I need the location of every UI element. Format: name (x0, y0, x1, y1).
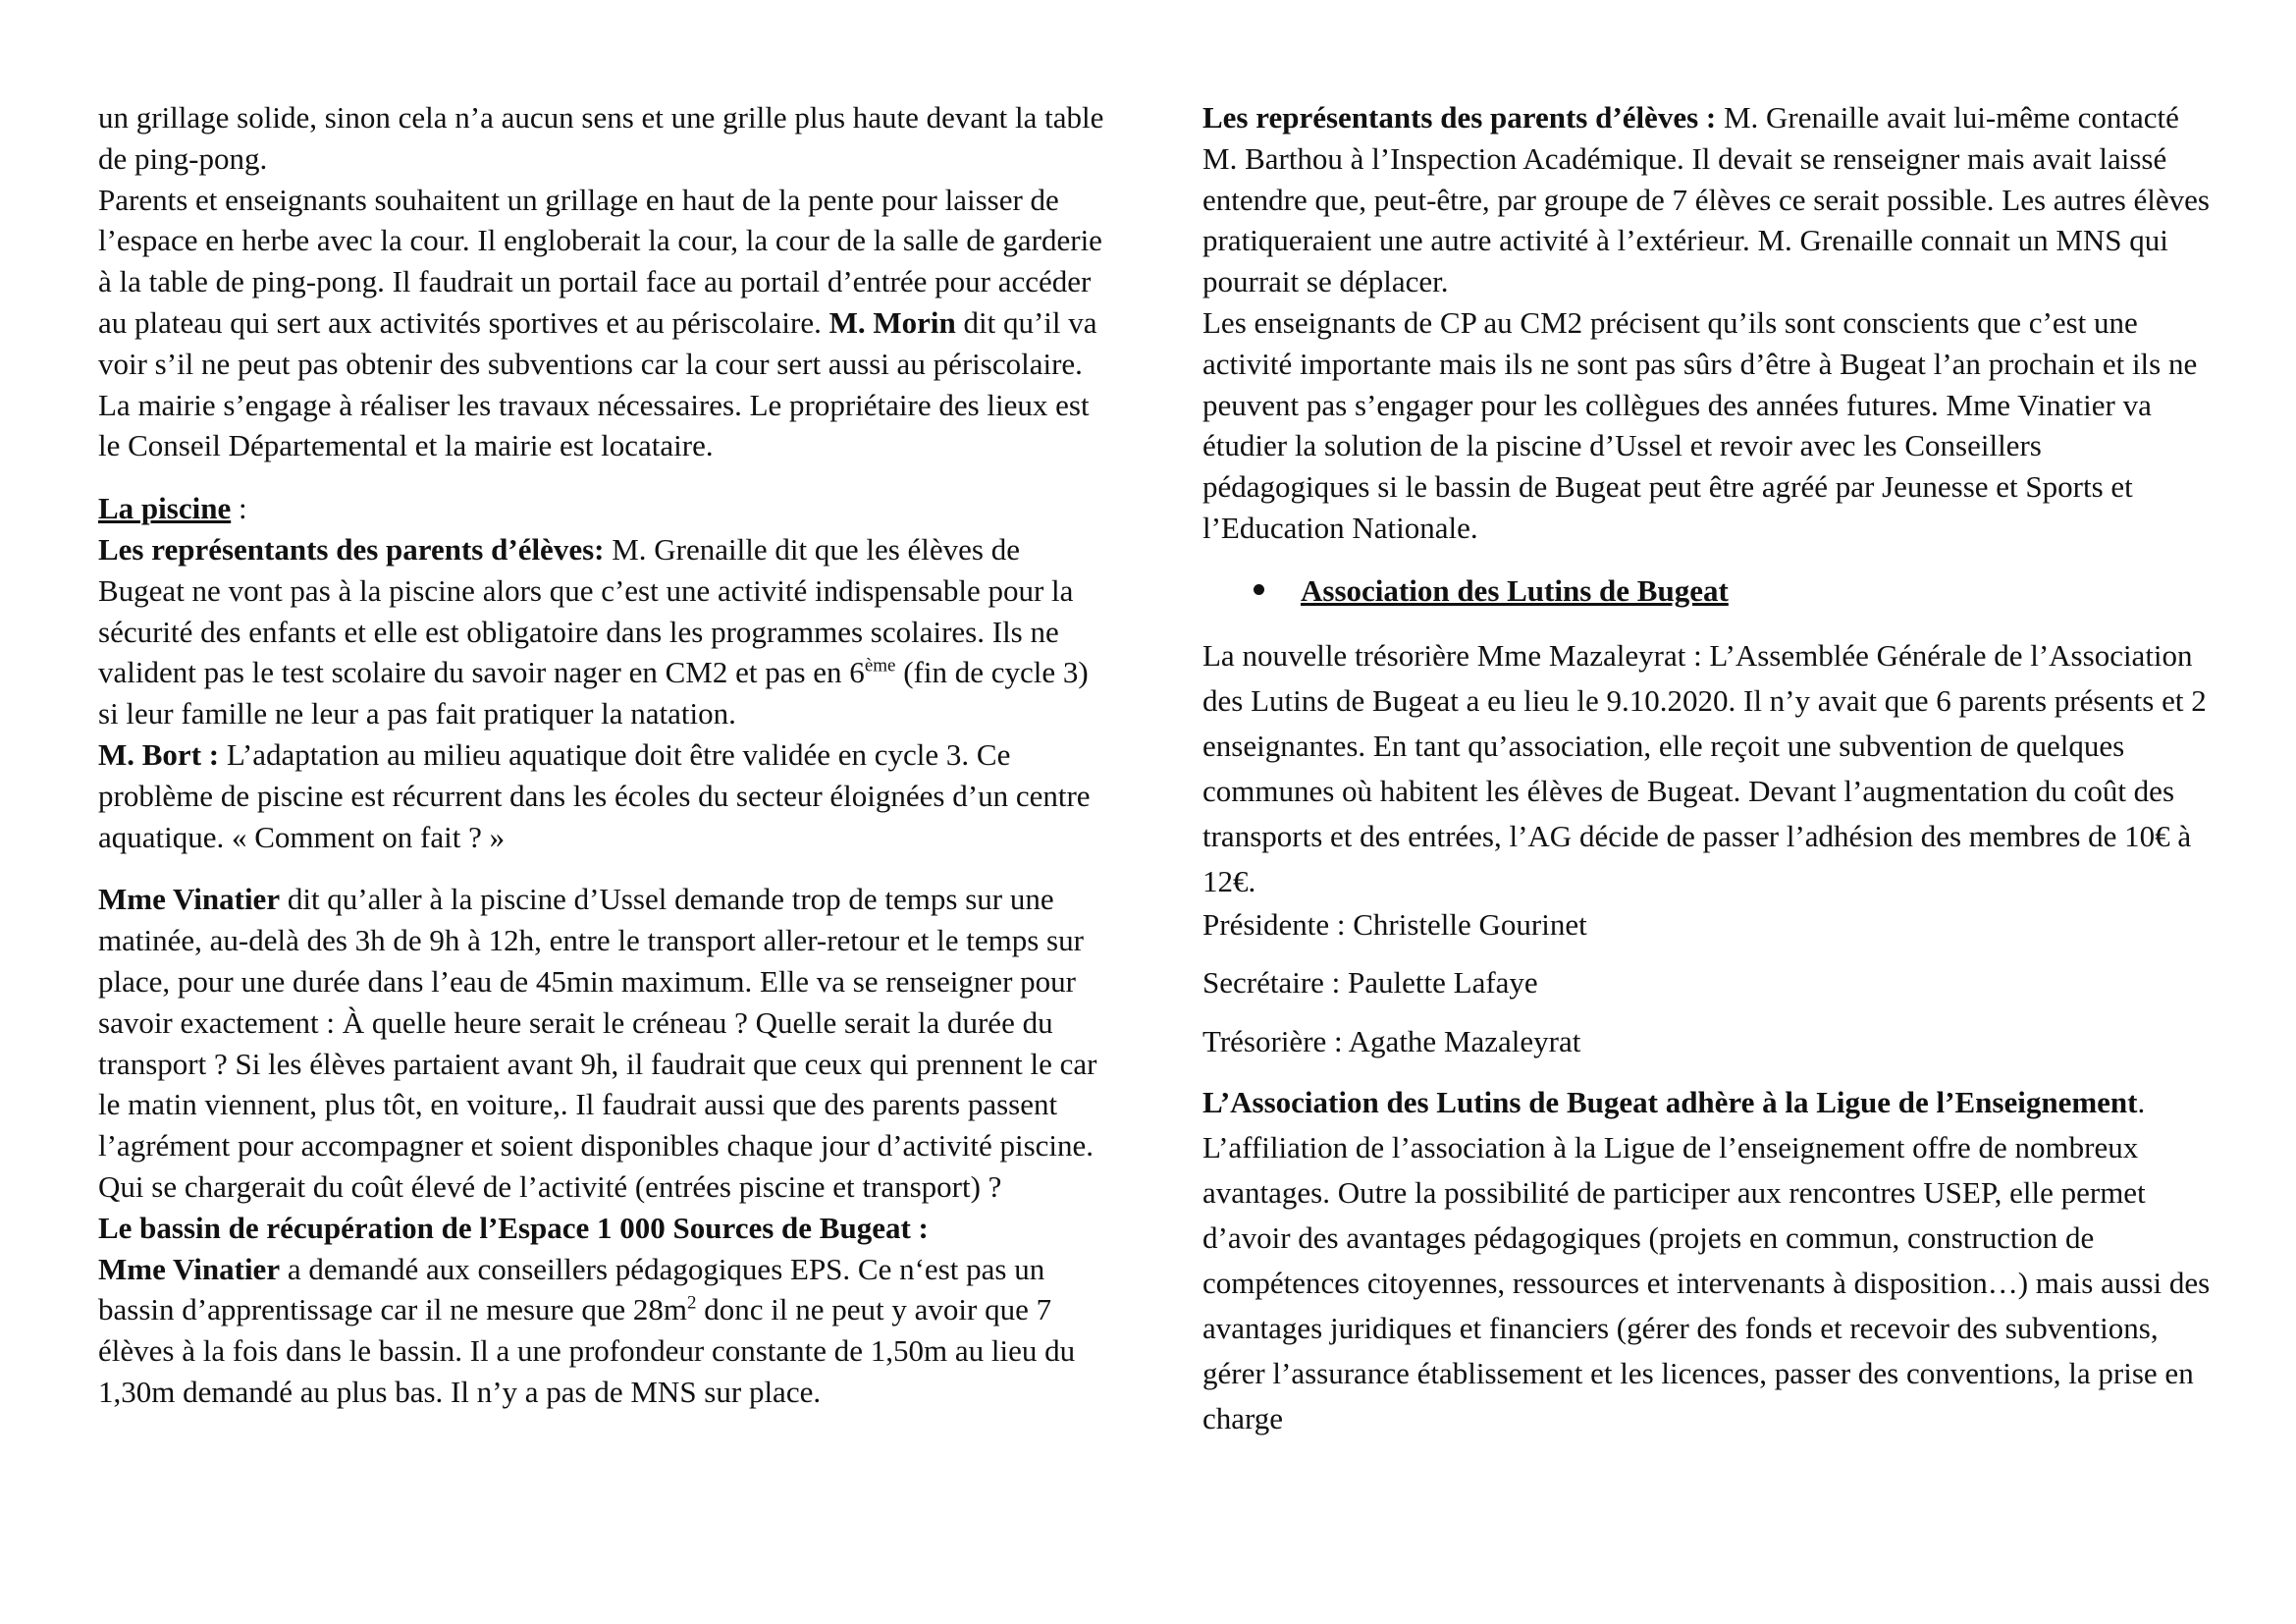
paragraph-text: . L’affiliation de l’association à la Ligue de l’enseignement offre de nombreux avantages. Outre la possibilité de participer aux rencontres USEP, elle permet d’avoir des avantages pédagogiques (projets en commun, construction de compétences citoyennes, ressources et intervenants à disposition…) mais aussi des avantages juridiques et financiers (gérer des fonds et recevoir des subventions, gérer l’assurance établissement et les licences, passer des conventions, la prise en charge (1202, 1084, 2211, 1435)
paragraph-text: M. Grenaille avait lui-même contacté M. Barthou à l’Inspection Académique. Il devait se renseigner mais avait laissé entendre que, peut-être, par groupe de 7 élèves ce serait possible. Les autres élèves pratiqueraient une autre activité à l’extérieur. M. Grenaille connait un MNS qui pourrait se déplacer. (1202, 100, 2210, 299)
paragraph-text: (fin de cycle 3) si leur famille ne leur a pas fait pratiquer la natation. (98, 655, 1089, 731)
paragraph-bassin (98, 1249, 1109, 1413)
paragraph-text: dit qu’il va voir s’il ne peut pas obtenir des subventions car la cour sert aussi au périscolaire. (98, 304, 1097, 381)
line-secretaire: Secrétaire : Paulette Lafaye (1202, 965, 1538, 1001)
speaker-representants: Les représentants des parents d’élèves: (98, 531, 605, 567)
paragraph-text: Parents et enseignants souhaitent un grillage en haut de la pente pour laisser de l’espace en herbe avec la cour. Il engloberait la cour, la cour de la salle de garderie à la table de ping-pong. Il faudrait un portail face au portail d’entrée pour accéder au plateau qui sert aux activités sportives et au périscolaire. (98, 182, 1102, 340)
paragraph-text: donc il ne peut y avoir que 7 élèves à la fois dans le bassin. Il a une profondeur constante de 1,50m au lieu du 1,30m demandé au plus bas. Il n’y a pas de MNS sur place. (98, 1292, 1076, 1409)
speaker-vinatier: Mme Vinatier (98, 1251, 281, 1286)
heading-bassin: Le bassin de récupération de l’Espace 1 000 Sources de Bugeat : (98, 1210, 929, 1245)
section-heading-bassin (98, 1208, 1109, 1249)
paragraph-assemblee: La nouvelle trésorière Mme Mazaleyrat : L’Assemblée Générale de l’Association des Lutins de Bugeat a eu lieu le 9.10.2020. Il n’y avait que 6 parents présents et 2 enseignantes. En tant qu’association, elle reçoit une subvention de quelques communes où habitent les élèves de Bugeat. Devant l’augmentation du coût des transports et des entrées, l’AG décide de passer l’adhésion des membres de 10€ à 12€. (1202, 637, 2207, 898)
paragraph-parents-enseignants (98, 180, 1109, 385)
paragraph-text: M. Grenaille dit que les élèves de Bugeat ne vont pas à la piscine alors que c’est une activité indispensable pour la sécurité des enfants et elle est obligatoire dans les programmes scolaires. Ils ne valident pas le test scolaire du savoir nager en CM2 et pas en 6 (98, 531, 1074, 690)
superscript-2: 2 (687, 1292, 697, 1314)
speaker-vinatier: Mme Vinatier (98, 882, 281, 917)
heading-association: Association des Lutins de Bugeat (1301, 572, 1729, 608)
superscript-eme: ème (864, 656, 896, 677)
paragraph-text: dit qu’aller à la piscine d’Ussel demande trop de temps sur une matinée, au-delà des 3h de 9h à 12h, entre le transport aller-retour et le temps sur place, pour une durée dans l’eau de 45min maximum. Elle va se renseigner pour savoir exactement : À quelle heure serait le créneau ? Quelle serait la durée du transport ? Si les élèves partaient avant 9h, il faudrait que ceux qui prennent le car le matin viennent, plus tôt, en voiture,. Il faudrait aussi que des parents passent l’agrément pour accompagner et soient disponibles chaque jour d’activité piscine. Qui se chargerait du coût élevé de l’activité (entrées piscine et transport) ? (98, 882, 1097, 1204)
paragraph-bort (98, 734, 1109, 857)
speaker-bort: M. Bort : (98, 736, 220, 772)
speaker-morin: M. Morin (828, 304, 956, 340)
paragraph-mairie: La mairie s’engage à réaliser les travaux nécessaires. Le propriétaire des lieux est le Conseil Départemental et la mairie est locataire. (98, 387, 1090, 463)
speaker-representants: Les représentants des parents d’élèves : (1202, 100, 1717, 135)
bullet-icon (1254, 584, 1264, 595)
right-column (1202, 97, 2214, 1441)
bullet-association (1202, 570, 2214, 612)
left-column (98, 97, 1109, 1413)
heading-colon: : (231, 491, 247, 526)
heading-piscine: La piscine (98, 491, 232, 526)
paragraph-vinatier (98, 879, 1109, 1207)
paragraph-representants (98, 529, 1109, 734)
heading-ligue: L’Association des Lutins de Bugeat adhère à la Ligue de l’Enseignement (1202, 1084, 2138, 1119)
paragraph-text: L’adaptation au milieu aquatique doit être validée en cycle 3. Ce problème de piscine est récurrent dans les écoles du secteur éloignées d’un centre aquatique. « Comment on fait ? » (98, 736, 1091, 854)
paragraph-representants-suite (1202, 97, 2214, 302)
line-tresoriere: Trésorière : Agathe Mazaleyrat (1202, 1024, 1581, 1059)
line-presidente: Présidente : Christelle Gourinet (1202, 906, 1587, 942)
paragraph-enseignants: Les enseignants de CP au CM2 précisent qu’ils sont conscients que c’est une activité importante mais ils ne sont pas sûrs d’être à Bugeat l’an prochain et ils ne peuvent pas s’engager pour les collègues des années futures. Mme Vinatier va étudier la solution de la piscine d’Ussel et revoir avec les Conseillers pédagogiques si le bassin de Bugeat peut être agréé par Jeunesse et Sports et l’Education Nationale. (1202, 304, 2198, 545)
paragraph-grillage: un grillage solide, sinon cela n’a aucun sens et une grille plus haute devant la table de ping-pong. (98, 100, 1104, 176)
section-heading-piscine (98, 488, 1109, 529)
paragraph-text: a demandé aux conseillers pédagogiques EPS. Ce n‘est pas un bassin d’apprentissage car il ne mesure que 28m (98, 1251, 1045, 1327)
paragraph-ligue (1202, 1080, 2214, 1441)
